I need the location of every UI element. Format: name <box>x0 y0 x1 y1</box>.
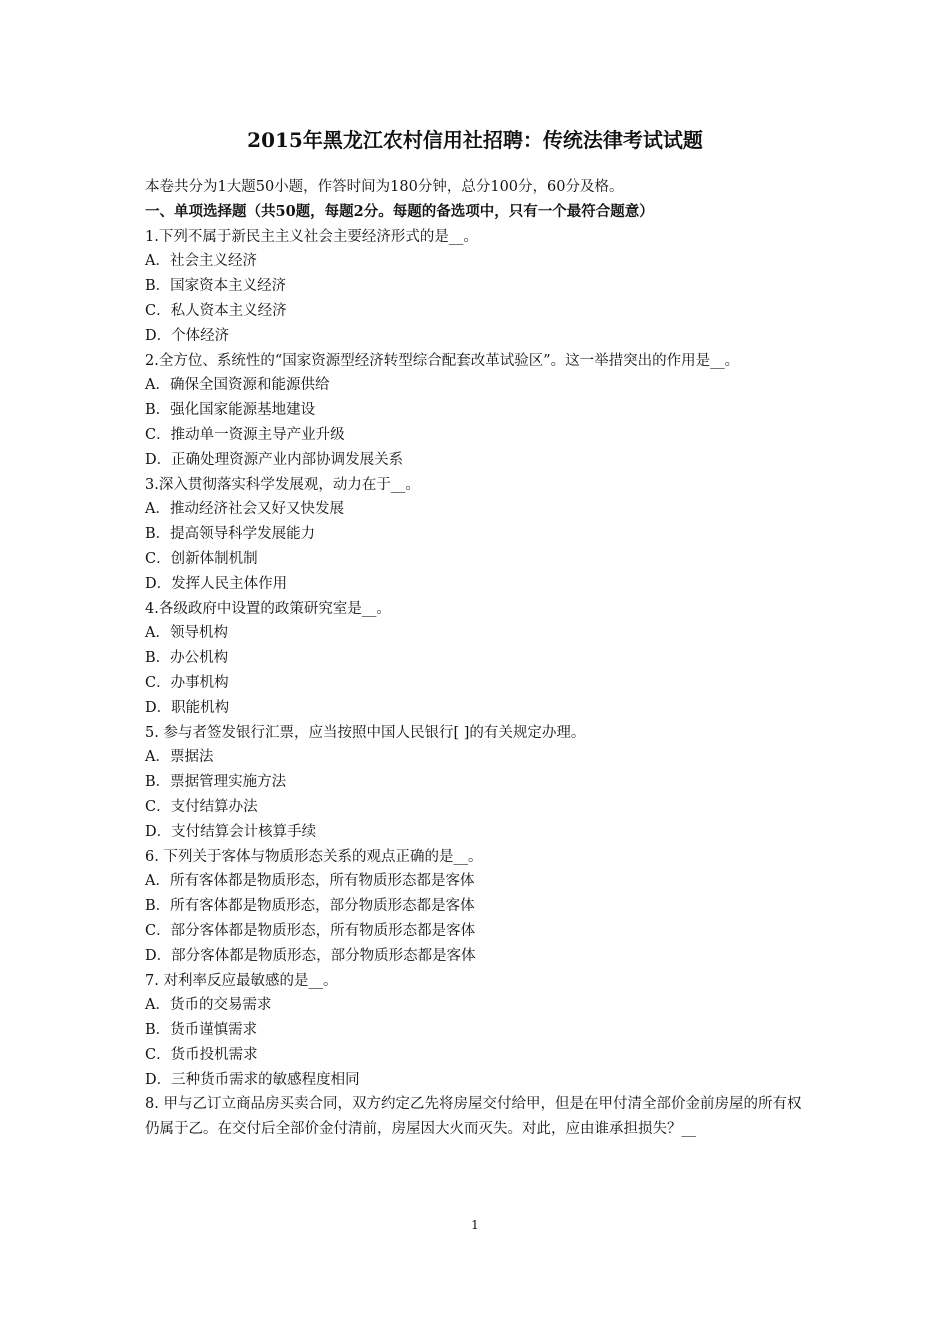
question-text: 3.深入贯彻落实科学发展观，动力在于__。 <box>145 476 420 493</box>
answer-option: A．所有客体都是物质形态，所有物质形态都是客体 <box>145 873 475 890</box>
intro-text: 本卷共分为1大题50小题，作答时间为180分钟，总分100分，60分及格。 <box>145 179 624 195</box>
answer-option: B．所有客体都是物质形态，部分物质形态都是客体 <box>145 898 475 915</box>
answer-option: A．确保全国资源和能源供给 <box>145 377 330 394</box>
answer-option: D．发挥人民主体作用 <box>145 575 288 592</box>
answer-option: B．国家资本主义经济 <box>145 278 287 295</box>
question-text: 4.各级政府中设置的政策研究室是__。 <box>145 600 391 617</box>
answer-option: A．推动经济社会又好又快发展 <box>145 501 344 518</box>
document-body <box>145 175 810 1142</box>
answer-option: B．办公机构 <box>145 650 229 667</box>
answer-option: C．私人资本主义经济 <box>145 302 287 319</box>
section-heading: 一、单项选择题（共50题，每题2分。每题的备选项中，只有一个最符合题意） <box>145 202 654 220</box>
question-text: 1.下列不属于新民主主义社会主要经济形式的是__。 <box>145 228 478 245</box>
answer-option: B．强化国家能源基地建设 <box>145 402 316 419</box>
answer-option: D．正确处理资源产业内部协调发展关系 <box>145 451 404 468</box>
answer-option: C．支付结算办法 <box>145 798 258 815</box>
answer-option: C．创新体制机制 <box>145 550 258 567</box>
page-number: 1 <box>471 1218 479 1232</box>
question-text: 2.全方位、系统性的“国家资源型经济转型综合配套改革试验区”。这一举措突出的作用是__。 <box>145 352 740 369</box>
question-text: 7. 对利率反应最敏感的是__。 <box>145 972 338 989</box>
answer-option: C．部分客体都是物质形态，所有物质形态都是客体 <box>145 922 476 939</box>
answer-option: D．个体经济 <box>145 327 230 344</box>
answer-option: A．货币的交易需求 <box>145 997 272 1014</box>
answer-option: D．三种货币需求的敏感程度相同 <box>145 1071 360 1088</box>
answer-option: A．社会主义经济 <box>145 253 257 270</box>
answer-option: B．提高领导科学发展能力 <box>145 526 316 543</box>
answer-option: C．货币投机需求 <box>145 1046 258 1063</box>
question-text: 5. 参与者签发银行汇票，应当按照中国人民银行[ ]的有关规定办理。 <box>145 724 586 741</box>
question-list <box>145 225 810 1142</box>
answer-option: B．货币谨慎需求 <box>145 1022 258 1039</box>
answer-option: A．票据法 <box>145 749 214 766</box>
question-text: 8. 甲与乙订立商品房买卖合同，双方约定乙先将房屋交付给甲，但是在甲付清全部价金前房屋的所有权仍属于乙。在交付后全部价金付清前，房屋因大火而灭失。对此，应由谁承担损失？__ <box>145 1096 802 1138</box>
answer-option: C．推动单一资源主导产业升级 <box>145 426 345 443</box>
answer-option: D．职能机构 <box>145 699 230 716</box>
answer-option: B．票据管理实施方法 <box>145 774 287 791</box>
answer-option: A．领导机构 <box>145 625 228 642</box>
document-title: 2015年黑龙江农村信用社招聘：传统法律考试试题 <box>247 128 703 152</box>
answer-option: D．部分客体都是物质形态，部分物质形态都是客体 <box>145 947 476 964</box>
answer-option: D．支付结算会计核算手续 <box>145 823 317 840</box>
question-text: 6. 下列关于客体与物质形态关系的观点正确的是__。 <box>145 848 483 865</box>
answer-option: C．办事机构 <box>145 674 229 691</box>
